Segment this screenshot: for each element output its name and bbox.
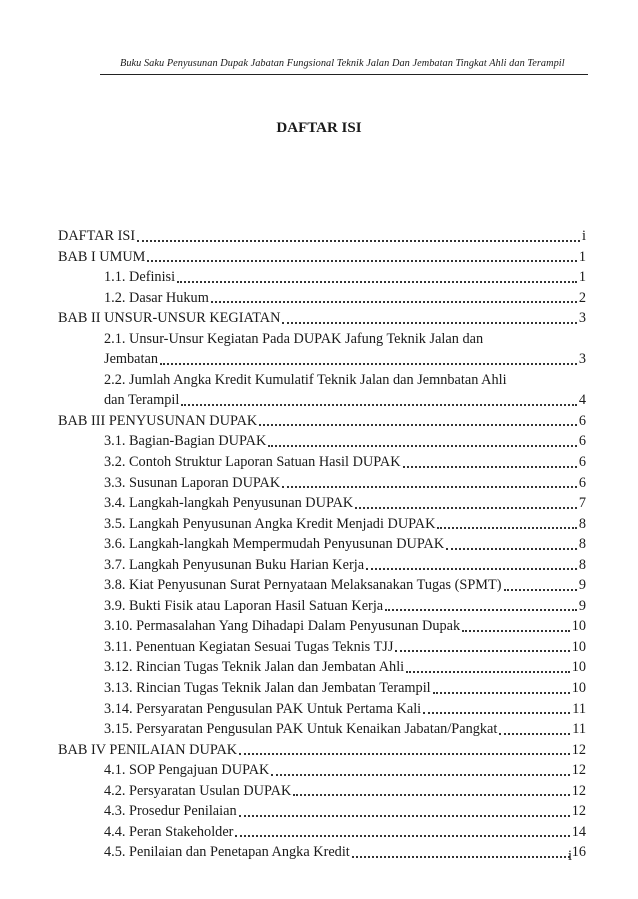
toc-entry-section-continued[interactable]: [104, 390, 586, 411]
toc-entry-page: 7: [578, 495, 586, 512]
toc-entry-page: 4: [578, 392, 586, 409]
toc-entry-label: 3.14. Persyaratan Pengusulan PAK Untuk Pertama Kali: [104, 700, 422, 717]
page-title: DAFTAR ISI: [276, 120, 362, 136]
toc-entry-label: 3.9. Bukti Fisik atau Laporan Hasil Satuan Kerja: [104, 597, 384, 614]
toc-entry-page: 12: [571, 782, 586, 799]
dot-leader: [271, 774, 569, 776]
dot-leader: [282, 486, 577, 488]
toc-entry-page: 10: [571, 638, 586, 655]
toc-entry-label: 3.15. Persyaratan Pengusulan PAK Untuk Kenaikan Jabatan/Pangkat: [104, 721, 498, 738]
toc-entry-section[interactable]: [104, 555, 586, 576]
toc-entry-label-first-line: 2.2. Jumlah Angka Kredit Kumulatif Teknik Jalan dan Jemnbatan Ahli: [104, 371, 507, 388]
toc-entry-section[interactable]: [104, 678, 586, 699]
toc-entry-page: 8: [578, 515, 586, 532]
table-of-contents: [58, 226, 586, 863]
toc-entry-section-wrap[interactable]: [104, 329, 586, 350]
dot-leader: [352, 856, 570, 858]
toc-entry-label: 3.1. Bagian-Bagian DUPAK: [104, 433, 267, 450]
dot-leader: [259, 424, 577, 426]
toc-entry-label: 3.11. Penentuan Kegiatan Sesuai Tugas Teknis TJJ: [104, 638, 394, 655]
toc-entry-section[interactable]: [104, 534, 586, 555]
toc-entry-label: 1.1. Definisi: [104, 269, 176, 286]
toc-entry-section[interactable]: [104, 781, 586, 802]
toc-entry-chapter[interactable]: [58, 308, 586, 329]
toc-entry-section[interactable]: [104, 575, 586, 596]
dot-leader: [177, 281, 577, 283]
toc-entry-label: dan Terampil: [104, 392, 180, 409]
toc-entry-section[interactable]: [104, 473, 586, 494]
dot-leader: [433, 692, 570, 694]
toc-entry-section[interactable]: [104, 452, 586, 473]
toc-entry-section[interactable]: [104, 267, 586, 288]
toc-entry-section[interactable]: [104, 657, 586, 678]
toc-entry-page: 1: [578, 269, 586, 286]
toc-entry-section-continued[interactable]: [104, 349, 586, 370]
toc-entry-label: 3.5. Langkah Penyusunan Angka Kredit Menjadi DUPAK: [104, 515, 436, 532]
toc-entry-chapter[interactable]: [58, 740, 586, 761]
toc-entry-page: 8: [578, 556, 586, 573]
dot-leader: [137, 240, 580, 242]
toc-entry-section[interactable]: [104, 637, 586, 658]
toc-entry-section[interactable]: [104, 719, 586, 740]
toc-entry-label: 4.4. Peran Stakeholder: [104, 823, 234, 840]
toc-entry-label: 3.3. Susunan Laporan DUPAK: [104, 474, 281, 491]
toc-entry-label: 4.3. Prosedur Penilaian: [104, 803, 237, 820]
dot-leader: [446, 548, 577, 550]
toc-entry-chapter[interactable]: [58, 247, 586, 268]
toc-entry-page: 6: [578, 433, 586, 450]
toc-entry-label: BAB IV PENILAIAN DUPAK: [58, 741, 238, 758]
toc-entry-section[interactable]: [104, 431, 586, 452]
toc-entry-page: 6: [578, 454, 586, 471]
dot-leader: [355, 507, 577, 509]
toc-entry-page: 12: [571, 741, 586, 758]
toc-entry-page: 11: [572, 700, 586, 717]
toc-entry-page: 3: [578, 310, 586, 327]
toc-entry-label-first-line: 2.1. Unsur-Unsur Kegiatan Pada DUPAK Jafung Teknik Jalan dan: [104, 330, 484, 347]
toc-entry-page: 12: [571, 803, 586, 820]
toc-entry-page: 1: [578, 248, 586, 265]
toc-entry-label: 3.12. Rincian Tugas Teknik Jalan dan Jembatan Ahli: [104, 659, 405, 676]
dot-leader: [147, 260, 576, 262]
dot-leader: [366, 568, 577, 570]
toc-entry-chapter[interactable]: [58, 226, 586, 247]
page-number: i: [568, 848, 573, 864]
toc-entry-section[interactable]: [104, 493, 586, 514]
dot-leader: [423, 712, 570, 714]
toc-entry-page: 8: [578, 536, 586, 553]
toc-entry-label: 4.5. Penilaian dan Penetapan Angka Kredit: [104, 844, 350, 861]
dot-leader: [462, 630, 570, 632]
running-header: Buku Saku Penyusunan Dupak Jabatan Fungsional Teknik Jalan Dan Jembatan Tingkat Ahli dan Terampil: [120, 58, 565, 69]
toc-entry-label: 3.7. Langkah Penyusunan Buku Harian Kerja: [104, 556, 365, 573]
dot-leader: [504, 589, 577, 591]
dot-leader: [406, 671, 570, 673]
toc-entry-label: 3.6. Langkah-langkah Mempermudah Penyusunan DUPAK: [104, 536, 445, 553]
dot-leader: [395, 650, 569, 652]
toc-entry-page: 6: [578, 474, 586, 491]
toc-entry-page: 2: [578, 289, 586, 306]
toc-entry-page: i: [582, 228, 586, 244]
toc-entry-section[interactable]: [104, 596, 586, 617]
toc-entry-section[interactable]: [104, 514, 586, 535]
toc-entry-page: 9: [578, 577, 586, 594]
toc-entry-label: BAB I UMUM: [58, 248, 146, 265]
toc-entry-section[interactable]: [104, 822, 586, 843]
toc-entry-page: 10: [571, 680, 586, 697]
toc-entry-section[interactable]: [104, 760, 586, 781]
toc-entry-label: DAFTAR ISI: [58, 228, 136, 244]
toc-entry-label: Jembatan: [104, 351, 158, 368]
header-rule: [100, 74, 588, 75]
dot-leader: [181, 404, 576, 406]
toc-entry-section[interactable]: [104, 616, 586, 637]
dot-leader: [160, 363, 577, 365]
dot-leader: [282, 322, 576, 324]
dot-leader: [268, 445, 577, 447]
dot-leader: [403, 466, 577, 468]
toc-entry-label: 3.10. Permasalahan Yang Dihadapi Dalam Penyusunan Dupak: [104, 618, 461, 635]
toc-entry-page: 10: [571, 659, 586, 676]
toc-entry-section[interactable]: [104, 842, 586, 863]
toc-entry-page: 16: [571, 844, 586, 861]
toc-entry-page: 3: [578, 351, 586, 368]
toc-entry-section-wrap[interactable]: [104, 370, 586, 391]
dot-leader: [385, 609, 577, 611]
dot-leader: [235, 835, 569, 837]
toc-entry-label: 1.2. Dasar Hukum: [104, 289, 209, 306]
toc-entry-page: 10: [571, 618, 586, 635]
toc-entry-label: 4.2. Persyaratan Usulan DUPAK: [104, 782, 292, 799]
toc-entry-section[interactable]: [104, 801, 586, 822]
dot-leader: [437, 527, 576, 529]
toc-entry-page: 9: [578, 597, 586, 614]
toc-entry-chapter[interactable]: [58, 411, 586, 432]
dot-leader: [211, 301, 577, 303]
toc-entry-label: 4.1. SOP Pengajuan DUPAK: [104, 762, 270, 779]
toc-entry-section[interactable]: [104, 699, 586, 720]
toc-entry-label: 3.13. Rincian Tugas Teknik Jalan dan Jembatan Terampil: [104, 680, 431, 697]
toc-entry-label: 3.8. Kiat Penyusunan Surat Pernyataan Melaksanakan Tugas (SPMT): [104, 577, 502, 594]
dot-leader: [239, 815, 570, 817]
dot-leader: [239, 753, 570, 755]
toc-entry-section[interactable]: [104, 288, 586, 309]
dot-leader: [293, 794, 569, 796]
toc-entry-label: BAB III PENYUSUNAN DUPAK: [58, 412, 258, 429]
toc-entry-page: 14: [571, 823, 586, 840]
toc-entry-label: 3.2. Contoh Struktur Laporan Satuan Hasil DUPAK: [104, 454, 401, 471]
toc-entry-label: 3.4. Langkah-langkah Penyusunan DUPAK: [104, 495, 354, 512]
toc-entry-page: 11: [572, 721, 586, 738]
toc-entry-label: BAB II UNSUR-UNSUR KEGIATAN: [58, 310, 281, 327]
dot-leader: [499, 733, 570, 735]
toc-entry-page: 12: [571, 762, 586, 779]
toc-entry-page: 6: [578, 412, 586, 429]
